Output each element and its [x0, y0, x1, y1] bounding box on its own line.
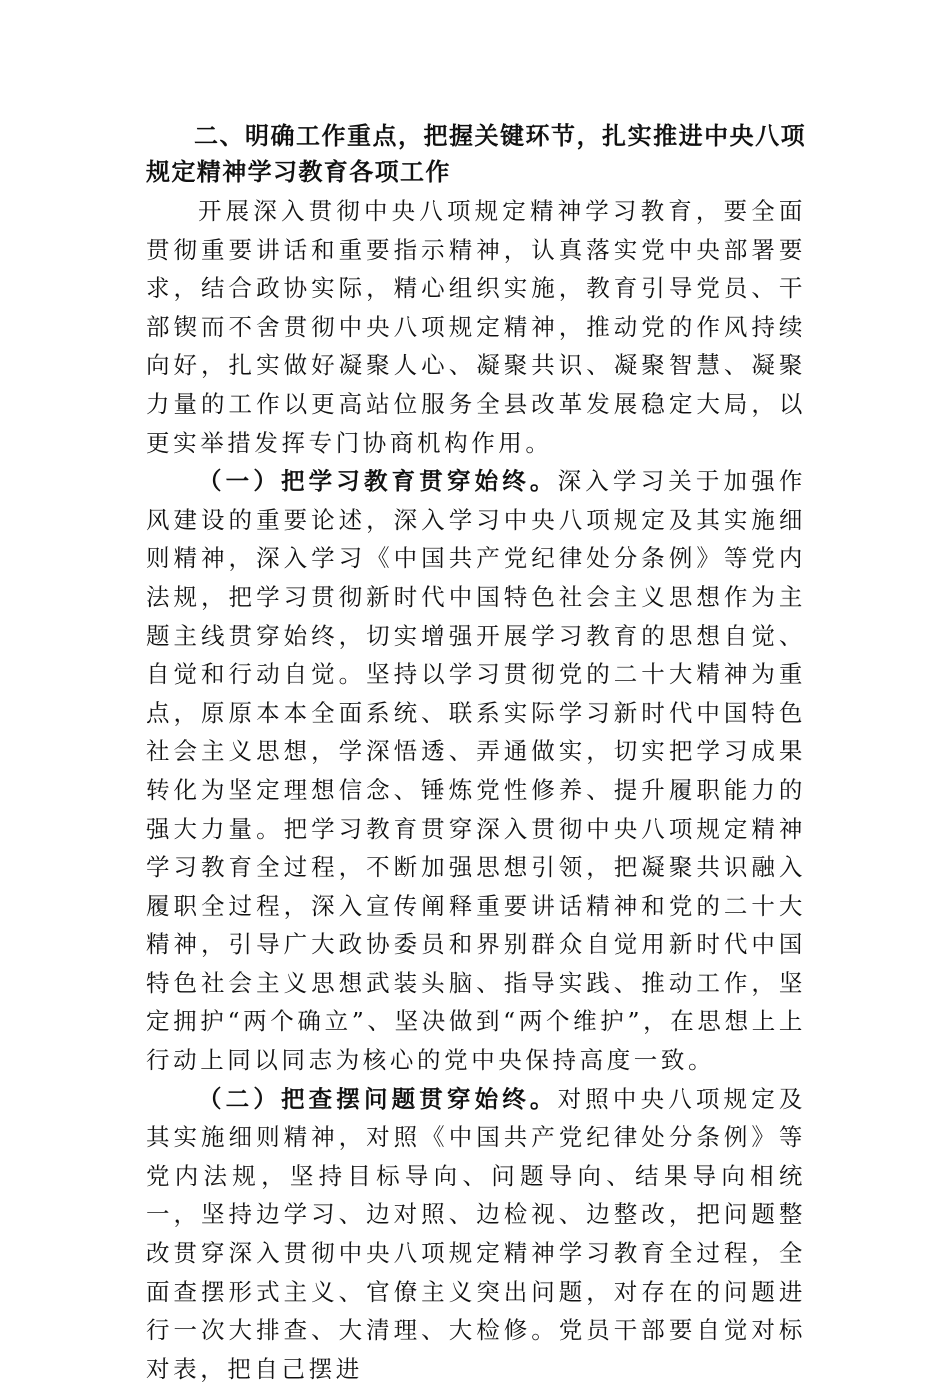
section-2-body: 对照中央八项规定及其实施细则精神，对照《中国共产党纪律处分条例》等党内法规，坚持目标导向、问题导向、结果导向相统一，坚持边学习、边对照、边检视、边整改，把问题整改贯穿深入贯彻中央八项规定精神学习教育全过程，全面查摆形式主义、官僚主义突出问题，对存在的问题进行一次大排查、大清理、大检修。党员干部要自觉对标对表，把自己摆进: [146, 1084, 806, 1383]
intro-paragraph: 开展深入贯彻中央八项规定精神学习教育，要全面贯彻重要讲话和重要指示精神，认真落实党中央部署要求，结合政协实际，精心组织实施，教育引导党员、干部锲而不舍贯彻中央八项规定精神，推动党的作风持续向好，扎实做好凝聚人心、凝聚共识、凝聚智慧、凝聚力量的工作以更高站位服务全县改革发展稳定大局，以更实举措发挥专门协商机构作用。: [146, 197, 806, 457]
section-heading: 二、明确工作重点，把握关键环节，扎实推进中央八项规定精神学习教育各项工作: [146, 122, 806, 186]
document-page: [146, 118, 806, 1388]
section-2-lead: （二）把查摆问题贯穿始终。: [198, 1084, 558, 1113]
section-1-lead: （一）把学习教育贯穿始终。: [198, 467, 558, 496]
section-2-paragraph: [146, 1080, 806, 1388]
section-1-paragraph: [146, 462, 806, 1080]
section-1-body: 深入学习关于加强作风建设的重要论述，深入学习中央八项规定及其实施细则精神，深入学习《中国共产党纪律处分条例》等党内法规，把学习贯彻新时代中国特色社会主义思想作为主题主线贯穿始终，切实增强开展学习教育的思想自觉、自觉和行动自觉。坚持以学习贯彻党的二十大精神为重点，原原本本全面系统、联系实际学习新时代中国特色社会主义思想，学深悟透、弄通做实，切实把学习成果转化为坚定理想信念、锤炼党性修养、提升履职能力的强大力量。把学习教育贯穿深入贯彻中央八项规定精神学习教育全过程，不断加强思想引领，把凝聚共识融入履职全过程，深入宣传阐释重要讲话精神和党的二十大精神，引导广大政协委员和界别群众自觉用新时代中国特色社会主义思想武装头脑、指导实践、推动工作，坚定拥护“两个确立”、坚决做到“两个维护”，在思想上上行动上同以同志为核心的党中央保持高度一致。: [146, 467, 806, 1075]
